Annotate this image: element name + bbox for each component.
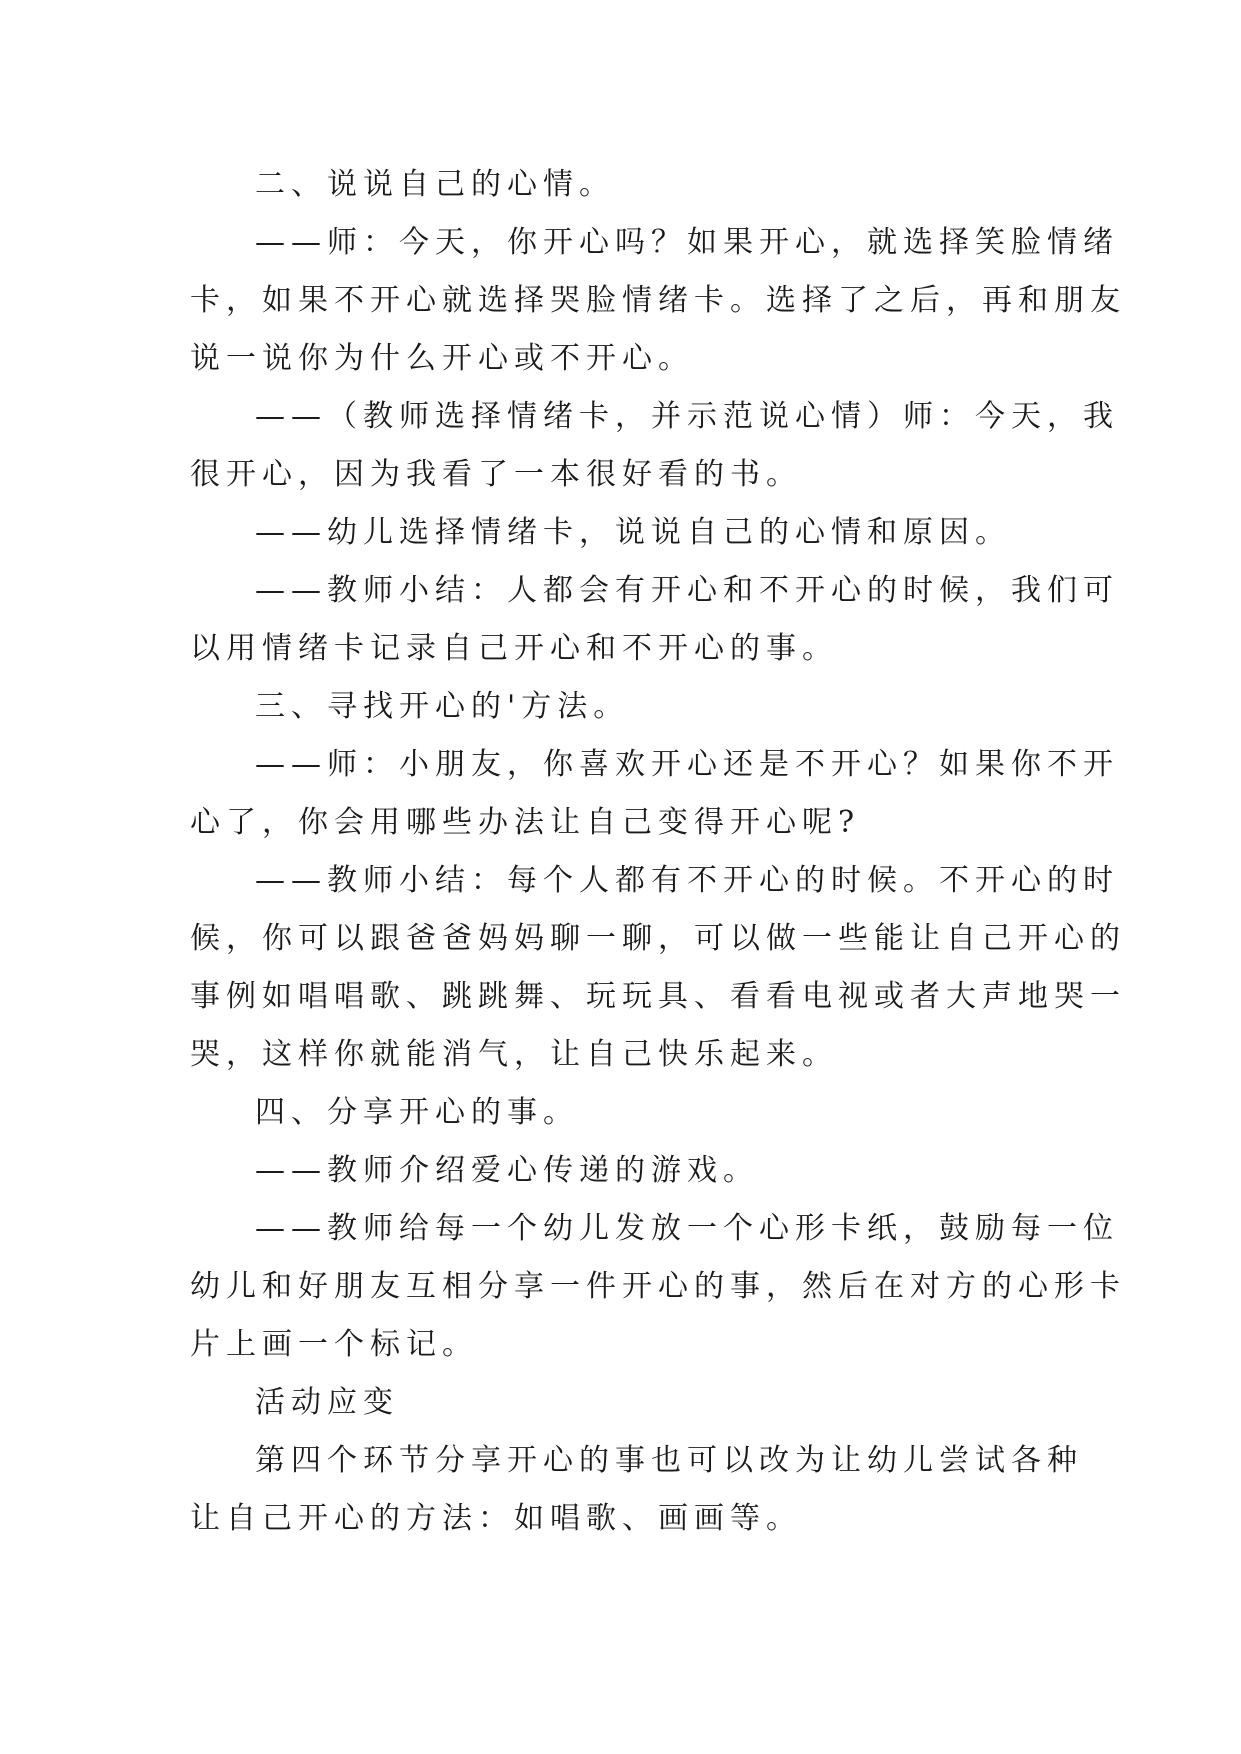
paragraph-line: 心了，你会用哪些办法让自己变得开心呢? xyxy=(190,805,861,840)
paragraph-line: 幼儿和好朋友互相分享一件开心的事，然后在对方的心形卡 xyxy=(190,1269,1126,1304)
paragraph-line: 第四个环节分享开心的事也可以改为让幼儿尝试各种 xyxy=(255,1443,1083,1478)
paragraph-line: 很开心，因为我看了一本很好看的书。 xyxy=(190,457,802,492)
paragraph-line: ——幼儿选择情绪卡，说说自己的心情和原因。 xyxy=(255,515,1011,550)
paragraph-line: ——教师小结：人都会有开心和不开心的时候，我们可 xyxy=(255,573,1119,608)
paragraph-line: ——教师给每一个幼儿发放一个心形卡纸，鼓励每一位 xyxy=(255,1211,1119,1246)
paragraph-line: 卡，如果不开心就选择哭脸情绪卡。选择了之后，再和朋友 xyxy=(190,283,1126,318)
paragraph-line: 事例如唱唱歌、跳跳舞、玩玩具、看看电视或者大声地哭一 xyxy=(190,979,1126,1014)
section-heading-4: 四、分享开心的事。 xyxy=(255,1095,579,1130)
paragraph-line: ——师：今天，你开心吗？如果开心，就选择笑脸情绪 xyxy=(255,225,1119,260)
section-heading-2: 二、说说自己的心情。 xyxy=(255,167,615,202)
paragraph-line: 说一说你为什么开心或不开心。 xyxy=(190,341,694,376)
paragraph-line: 哭，这样你就能消气，让自己快乐起来。 xyxy=(190,1037,838,1072)
paragraph-line: ——教师介绍爱心传递的游戏。 xyxy=(255,1153,759,1188)
paragraph-line: 让自己开心的方法：如唱歌、画画等。 xyxy=(190,1501,802,1536)
paragraph-line: ——（教师选择情绪卡，并示范说心情）师：今天，我 xyxy=(255,399,1119,434)
section-heading-3: 三、寻找开心的'方法。 xyxy=(255,689,630,724)
paragraph-line: 候，你可以跟爸爸妈妈聊一聊，可以做一些能让自己开心的 xyxy=(190,921,1126,956)
paragraph-line: 以用情绪卡记录自己开心和不开心的事。 xyxy=(190,631,838,666)
paragraph-line: ——师：小朋友，你喜欢开心还是不开心？如果你不开 xyxy=(255,747,1119,782)
section-heading-activity: 活动应变 xyxy=(255,1385,399,1420)
paragraph-line: ——教师小结：每个人都有不开心的时候。不开心的时 xyxy=(255,863,1119,898)
paragraph-line: 片上画一个标记。 xyxy=(190,1327,478,1362)
